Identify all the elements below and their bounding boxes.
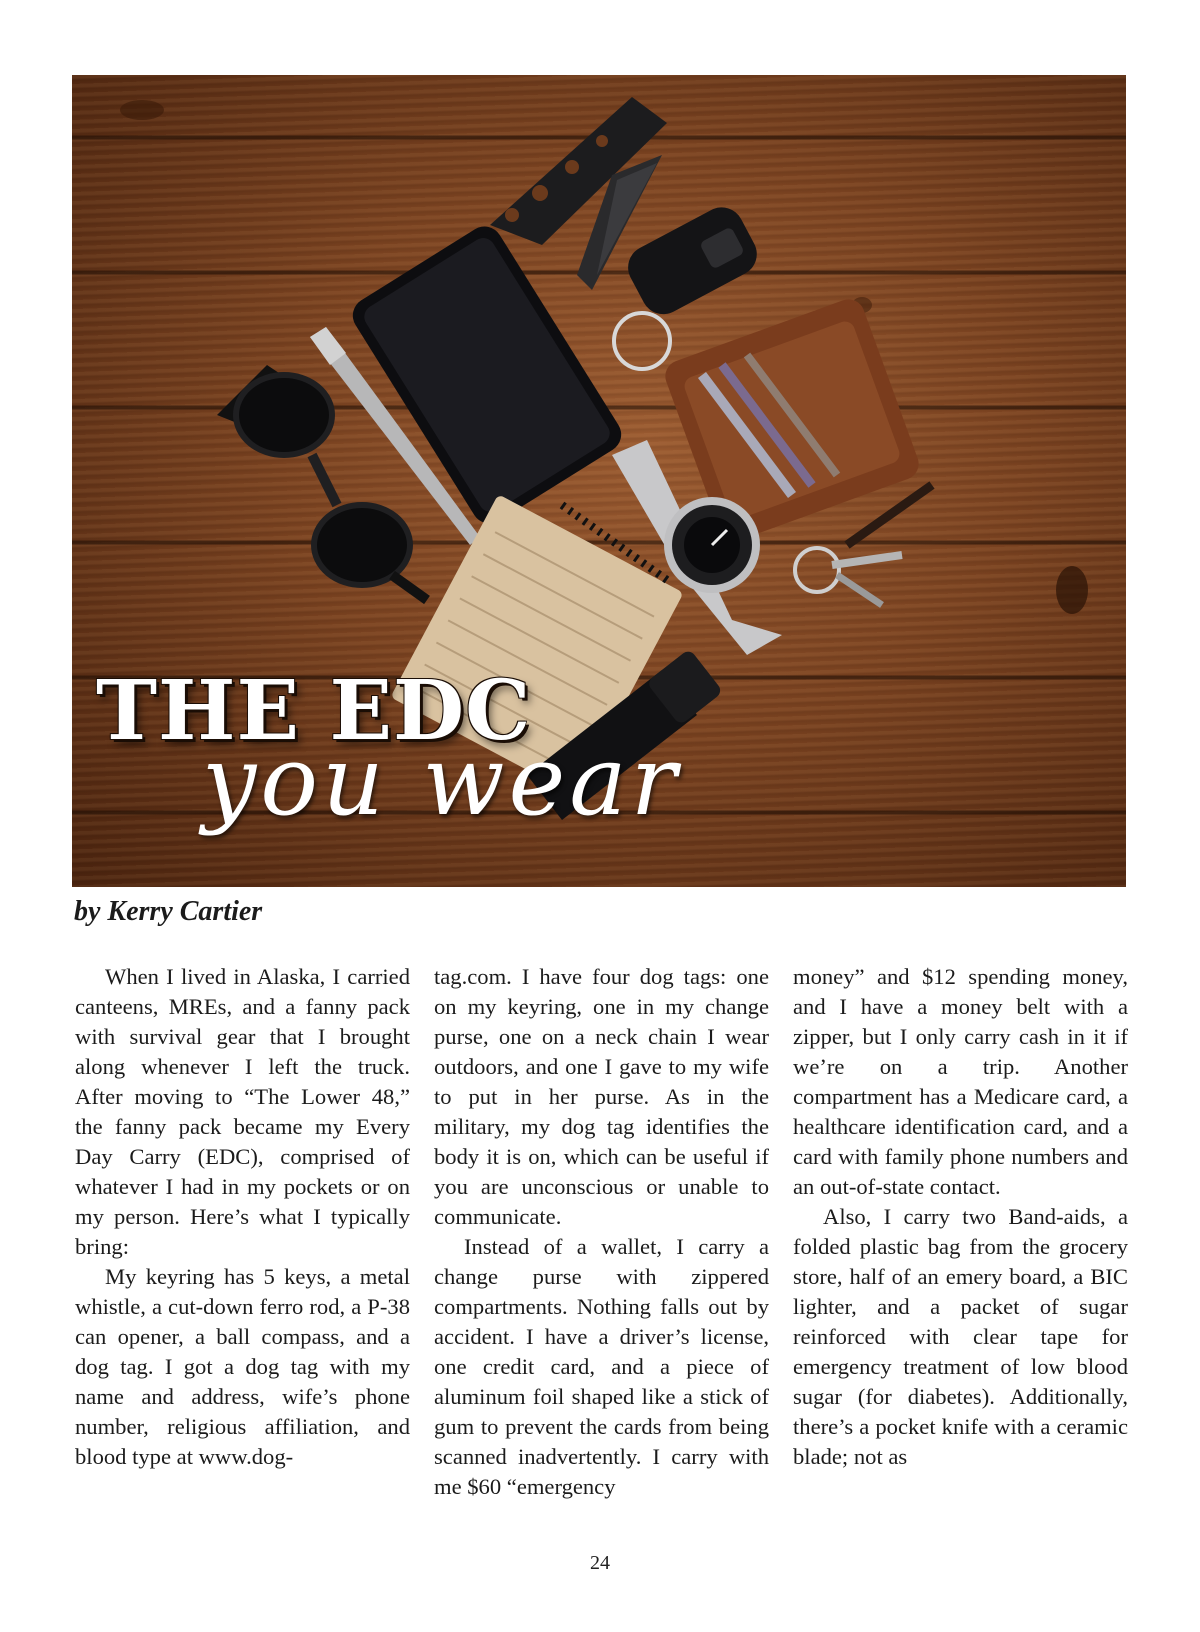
- paragraph: My keyring has 5 keys, a metal whistle, a cut-down ferro rod, a P-38 can opener, a ball compass, and a dog tag. I got a dog tag with my name and address, wife’s phone number, religious affiliation, and blood type at www.dog-: [75, 1264, 410, 1469]
- paragraph-continued: money” and $12 spending money, and I have a money belt with a zipper, but I only carry cash in it if we’re on a trip. Another compartment has a Medicare card, a healthcare identification card, and a card with family phone numbers and an out-of-state contact.: [793, 964, 1128, 1199]
- text-column-3: [793, 962, 1128, 1510]
- paragraph: When I lived in Alaska, I carried canteens, MREs, and a fanny pack with survival gear that I brought along whenever I left the truck. After moving to “The Lower 48,” the fanny pack became my Every Day Carry (EDC), comprised of whatever I had in my pockets or on my person. Here’s what I typically bring:: [75, 964, 410, 1259]
- paragraph-continued: tag.com. I have four dog tags: one on my keyring, one in my change purse, one on a neck chain I wear outdoors, and one I gave to my wife to put in her purse. As in the military, my dog tag identifies the body it is on, which can be useful if you are unconscious or unable to communicate.: [434, 964, 769, 1229]
- byline: by Kerry Cartier: [74, 896, 263, 927]
- hero-photo: [72, 75, 1126, 887]
- text-column-1: [75, 962, 410, 1510]
- page-number: 24: [590, 1552, 610, 1574]
- sunglasses: [217, 365, 427, 600]
- paragraph: Also, I carry two Band-aids, a folded plastic bag from the grocery store, half of an emery board, a BIC lighter, and a packet of sugar reinforced with clear tape for emergency treatment of low blood sugar (for diabetes). Additionally, there’s a pocket knife with a ceramic blade; not as: [793, 1204, 1128, 1469]
- paragraph: Instead of a wallet, I carry a change purse with zippered compartments. Nothing falls out by accident. I have a driver’s license, one credit card, and a piece of aluminum foil shaped like a stick of gum to prevent the cards from being scanned inadvertently. I carry with me $60 “emergency: [434, 1234, 769, 1499]
- text-column-2: [434, 962, 769, 1510]
- article-title: THE EDC: [96, 663, 532, 759]
- article-subtitle-script: you wear: [202, 725, 681, 837]
